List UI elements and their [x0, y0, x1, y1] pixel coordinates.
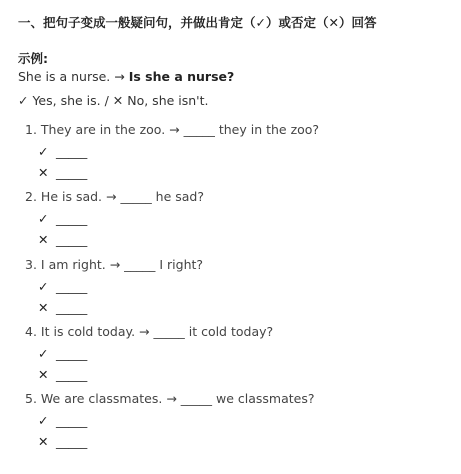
check-icon: ✓ — [38, 413, 49, 428]
q3-no-answer — [38, 300, 87, 315]
q2-no-answer — [38, 232, 87, 247]
question-number: 2. — [25, 189, 37, 204]
q2-yes-answer — [38, 211, 87, 226]
question-text: We are classmates. → _____ we classmates? — [40, 391, 315, 406]
answer-blank: _____ — [55, 346, 88, 361]
question-1 — [25, 122, 319, 137]
check-icon: ✓ — [38, 211, 49, 226]
cross-icon: ✕ — [38, 232, 49, 247]
q1-yes-answer — [38, 144, 87, 159]
question-2 — [25, 189, 204, 204]
example-question: Is she a nurse? — [128, 69, 235, 84]
question-text: It is cold today. → _____ it cold today? — [40, 324, 274, 339]
answer-blank: _____ — [55, 144, 88, 159]
answer-blank: _____ — [55, 232, 88, 247]
q3-yes-answer — [38, 279, 87, 294]
exercise-title: 一、把句子变成一般疑问句，并做出肯定（✓）或否定（✕）回答 — [18, 15, 377, 30]
answer-blank: _____ — [55, 300, 88, 315]
answer-blank: _____ — [55, 413, 88, 428]
question-number: 5. — [25, 391, 37, 406]
example-statement: She is a nurse. → — [18, 69, 125, 84]
cross-icon: ✕ — [38, 367, 49, 382]
q5-no-answer — [38, 434, 87, 449]
question-text: I am right. → _____ I right? — [40, 257, 204, 272]
question-number: 4. — [25, 324, 37, 339]
q5-yes-answer — [38, 413, 87, 428]
answer-blank: _____ — [55, 211, 88, 226]
question-5 — [25, 391, 314, 406]
q4-yes-answer — [38, 346, 87, 361]
example-statement-line — [18, 69, 234, 84]
cross-icon: ✕ — [38, 300, 49, 315]
question-number: 1. — [25, 122, 37, 137]
answer-blank: _____ — [55, 279, 88, 294]
question-number: 3. — [25, 257, 37, 272]
answer-blank: _____ — [55, 434, 88, 449]
cross-icon: ✕ — [38, 165, 49, 180]
q4-no-answer — [38, 367, 87, 382]
q1-no-answer — [38, 165, 87, 180]
cross-icon: ✕ — [38, 434, 49, 449]
example-label: 示例: — [18, 51, 48, 66]
question-text: They are in the zoo. → _____ they in the zoo? — [40, 122, 320, 137]
example-answers: ✓ Yes, she is. / ✕ No, she isn't. — [18, 93, 209, 108]
answer-blank: _____ — [55, 367, 88, 382]
answer-blank: _____ — [55, 165, 88, 180]
question-3 — [25, 257, 203, 272]
check-icon: ✓ — [38, 279, 49, 294]
question-text: He is sad. → _____ he sad? — [40, 189, 204, 204]
question-4 — [25, 324, 273, 339]
check-icon: ✓ — [38, 346, 49, 361]
check-icon: ✓ — [38, 144, 49, 159]
